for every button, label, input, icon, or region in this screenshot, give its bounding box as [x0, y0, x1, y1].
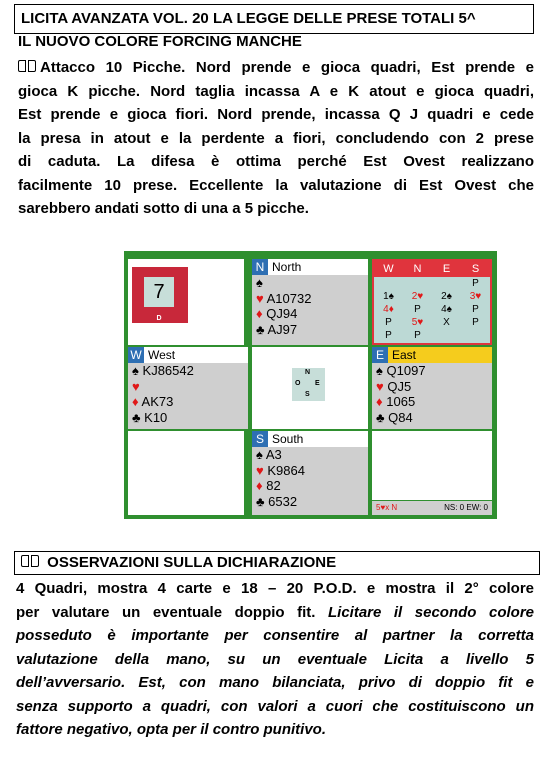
hand-west [128, 347, 248, 429]
seat-label: North [272, 260, 302, 274]
status-bar [372, 500, 492, 515]
book-icon [21, 555, 39, 568]
hearts-holding: QJ5 [387, 378, 412, 394]
diamonds-holding: AK73 [141, 394, 174, 409]
bid-row: 1♠ 2♥ 2♠ 3♥ [383, 291, 482, 302]
club-icon: ♣ [132, 409, 141, 425]
dealer-tag: D [156, 315, 162, 322]
seat-label: South [272, 432, 304, 446]
bid-row: P [472, 278, 479, 289]
club-icon: ♣ [376, 409, 385, 425]
spades-holding: A3 [265, 447, 282, 462]
bid-row: 4♦ P 4♠ P [383, 304, 479, 315]
osservazioni-text: 4 Quadri, mostra 4 carte e 18 – 20 P.O.D. e mostra il 2° colore per valutare un eventuale doppio fit. Licitare il secondo colore posseduto è importante per consentire al partner la corretta valutazione della mano, su un eventuale Licita a livello 5 dell’avversario. Est, con mano bilanciata, privo di doppio fit e senza supporto a quadri, con valori a cuori che costituiscono un fattore negativo, opta per il contro punitivo. [16, 580, 535, 738]
heart-icon: ♥ [256, 290, 264, 306]
bid-col-header: W [383, 263, 394, 275]
spade-icon: ♠ [132, 363, 139, 378]
board-number-panel [128, 259, 244, 345]
seat-badge: W [128, 347, 144, 363]
seat-badge: N [252, 259, 268, 275]
compass-icon: N O E S [292, 368, 325, 401]
bid-col-header: S [471, 263, 480, 275]
osservazioni-title: OSSERVAZIONI SULLA DICHIARAZIONE [47, 554, 337, 571]
club-icon: ♣ [256, 493, 265, 509]
result-panel [372, 431, 492, 515]
seat-badge: E [372, 347, 388, 363]
table-center [252, 347, 368, 429]
para-line: Est prende e gioca fiori. Nord prende, incassa Q J quadri e cede [18, 106, 534, 123]
bridge-diagram [124, 251, 497, 519]
diamond-icon: ♦ [256, 306, 263, 321]
hand-north [252, 259, 368, 345]
hand-east [372, 347, 492, 429]
hearts-holding: K9864 [267, 462, 305, 478]
clubs-holding: 6532 [268, 493, 298, 509]
spade-icon: ♠ [376, 363, 383, 378]
clubs-holding: K10 [144, 409, 168, 425]
seat-label: West [148, 348, 176, 362]
osservazioni-header [14, 551, 540, 575]
diamonds-holding: 1065 [386, 394, 416, 409]
bid-col-header: E [442, 263, 451, 275]
section-subtitle: IL NUOVO COLORE FORCING MANCHE [18, 33, 302, 50]
diamonds-holding: 82 [266, 478, 281, 493]
heart-icon: ♥ [256, 462, 264, 478]
para-line: sarebbero andati sotto di una a 5 picche. [18, 200, 309, 217]
hearts-holding: A10732 [266, 290, 312, 306]
book-icon [18, 60, 36, 73]
bidding-table [372, 259, 492, 345]
lead-paragraph [18, 56, 534, 221]
para-line: la presa in atout e la perdente a fiori, concludendo con 2 prese [18, 129, 534, 147]
bid-row: P P [385, 330, 421, 341]
spades-holding: Q1097 [386, 363, 426, 378]
bid-col-header: N [413, 263, 422, 275]
heart-icon: ♥ [132, 378, 140, 394]
para-line: Attacco 10 Picche. Nord prende e gioca quadri, Est prende e [40, 59, 534, 76]
spades-holding: KJ86542 [142, 363, 194, 378]
contract-label: 5♥x N [376, 503, 398, 512]
diamond-icon: ♦ [132, 394, 139, 409]
bid-row: P 5♥ X P [385, 317, 479, 328]
empty-corner [128, 431, 244, 515]
score-label: NS: 0 EW: 0 [444, 503, 488, 512]
clubs-holding: Q84 [388, 409, 413, 425]
seat-badge: S [252, 431, 268, 447]
diamond-icon: ♦ [376, 394, 383, 409]
heart-icon: ♥ [376, 378, 384, 394]
diamond-icon: ♦ [256, 478, 263, 493]
club-icon: ♣ [256, 321, 265, 337]
spade-icon: ♠ [256, 275, 263, 290]
para-line: gioca K picche. Nord taglia incassa A e K atout e gioca quadri, [18, 82, 534, 100]
hand-south [252, 431, 368, 515]
page-header: LICITA AVANZATA VOL. 20 LA LEGGE DELLE PRESE TOTALI 5^ [14, 4, 534, 34]
spade-icon: ♠ [256, 447, 263, 462]
clubs-holding: AJ97 [267, 321, 298, 337]
para-line: facilmente 10 prese. Eccellente la valutazione di Est Ovest che [18, 176, 534, 194]
diamonds-holding: QJ94 [266, 306, 298, 321]
seat-label: East [392, 348, 417, 362]
board-number: 7 [144, 277, 174, 307]
para-line: di caduta. La difesa è ottima perché Est Ovest realizzano [18, 153, 534, 170]
